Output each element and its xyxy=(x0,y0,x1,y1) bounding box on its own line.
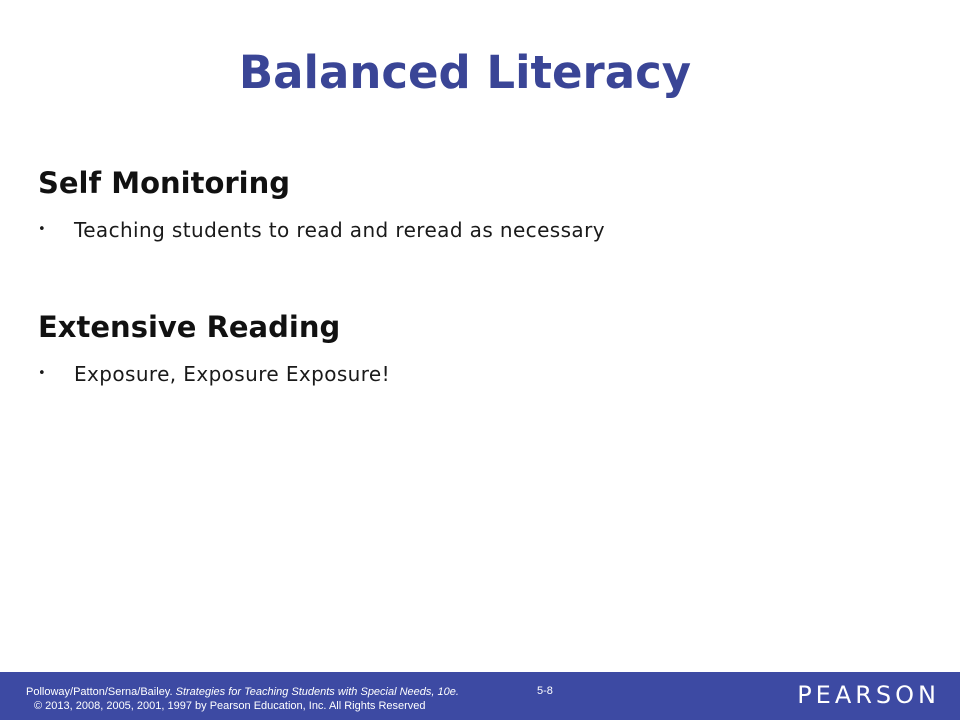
citation-authors: Polloway/Patton/Serna/Bailey. xyxy=(26,686,176,698)
section-extensive-reading xyxy=(38,308,918,388)
pearson-logo: PEARSON xyxy=(797,681,940,709)
bullet-text: Exposure, Exposure Exposure! xyxy=(74,362,391,386)
bullet-icon: • xyxy=(38,222,47,237)
bullet-list xyxy=(38,216,918,244)
section-heading: Self Monitoring xyxy=(38,166,291,200)
section-heading: Extensive Reading xyxy=(38,310,341,344)
footer-citation xyxy=(26,685,526,713)
bullet-list xyxy=(38,360,918,388)
copyright-notice: © 2013, 2008, 2005, 2001, 1997 by Pearson Education, Inc. All Rights Reserved xyxy=(34,700,426,712)
footer-bar xyxy=(0,672,960,720)
bullet-item xyxy=(38,216,918,244)
slide-number: 5-8 xyxy=(537,685,553,697)
slide-title: Balanced Literacy xyxy=(238,46,692,99)
bullet-item xyxy=(38,360,918,388)
bullet-text: Teaching students to read and reread as necessary xyxy=(74,218,605,242)
section-self-monitoring xyxy=(38,164,918,244)
citation-book-title: Strategies for Teaching Students with Special Needs, 10e. xyxy=(175,686,459,698)
bullet-icon: • xyxy=(38,366,47,381)
